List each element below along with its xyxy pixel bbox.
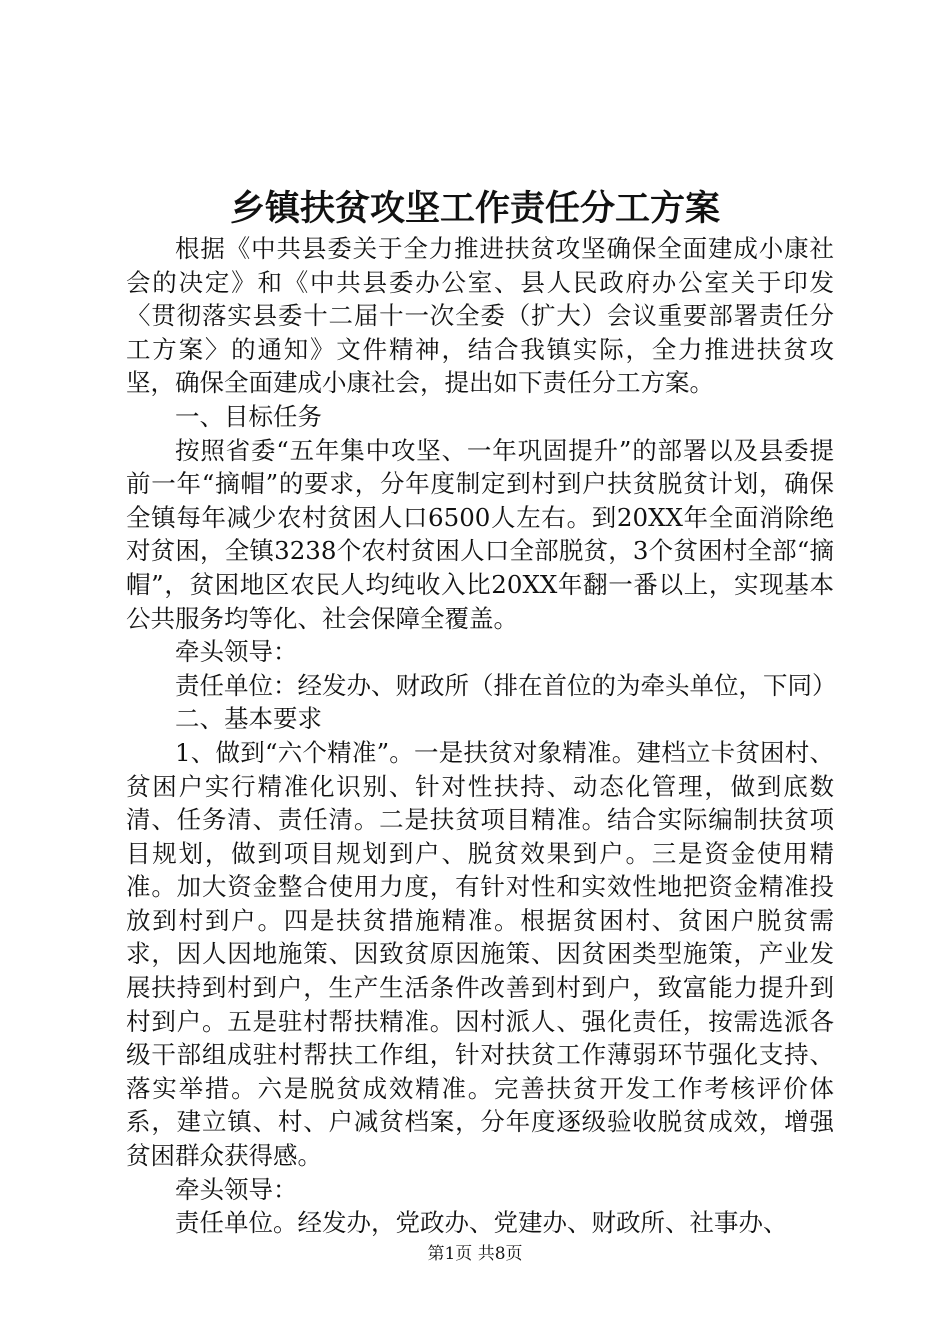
document-title: 乡镇扶贫攻坚工作责任分工方案 <box>229 188 720 229</box>
lead-leader-line: 牵头领导： <box>175 1174 298 1204</box>
lead-leader-line: 牵头领导： <box>175 637 298 667</box>
document-body <box>126 232 837 1240</box>
responsible-units-line: 责任单位。经发办，党政办、党建办、财政所、社事办、 <box>175 1208 788 1238</box>
page-number-footer: 第1页 共8页 <box>427 1244 523 1264</box>
section-heading-goals: 一、目标任务 <box>175 401 322 431</box>
goals-paragraph: 按照省委“五年集中攻坚、一年巩固提升”的部署以及县委提前一年“摘帽”的要求，分年度制定到村到户扶贫脱贫计划，确保全镇每年减少农村贫困人口6500人左右。到20XX年全面消除绝对贫困，全镇3238个农村贫困人口全部脱贫，3个贫困村全部“摘帽”，贫困地区农民人均纯收入比20XX年翻一番以上，实现基本公共服务均等化、社会保障全覆盖。 <box>126 435 834 633</box>
intro-paragraph: 根据《中共县委关于全力推进扶贫攻坚确保全面建成小康社会的决定》和《中共县委办公室、县人民政府办公室关于印发〈贯彻落实县委十二届十一次全委（扩大）会议重要部署责任分工方案〉的通知》文件精神，结合我镇实际，全力推进扶贫攻坚，确保全面建成小康社会，提出如下责任分工方案。 <box>126 234 834 398</box>
section-heading-requirements: 二、基本要求 <box>175 704 322 734</box>
requirements-paragraph: 1、做到“六个精准”。一是扶贫对象精准。建档立卡贫困村、贫困户实行精准化识别、针对性扶持、动态化管理，做到底数清、任务清、责任清。二是扶贫项目精准。结合实际编制扶贫项目规划，做到项目规划到户、脱贫效果到户。三是资金使用精准。加大资金整合使用力度，有针对性和实效性地把资金精准投放到村到户。四是扶贫措施精准。根据贫困村、贫困户脱贫需求，因人因地施策、因致贫原因施策、因贫困类型施策，产业发展扶持到村到户，生产生活条件改善到村到户，致富能力提升到村到户。五是驻村帮扶精准。因村派人、强化责任，按需选派各级干部组成驻村帮扶工作组，针对扶贫工作薄弱环节强化支持、落实举措。六是脱贫成效精准。完善扶贫开发工作考核评价体系，建立镇、村、户减贫档案，分年度逐级验收脱贫成效，增强贫困群众获得感。 <box>126 737 834 1171</box>
responsible-units-line: 责任单位：经发办、财政所（排在首位的为牵头单位，下同） <box>175 670 837 700</box>
